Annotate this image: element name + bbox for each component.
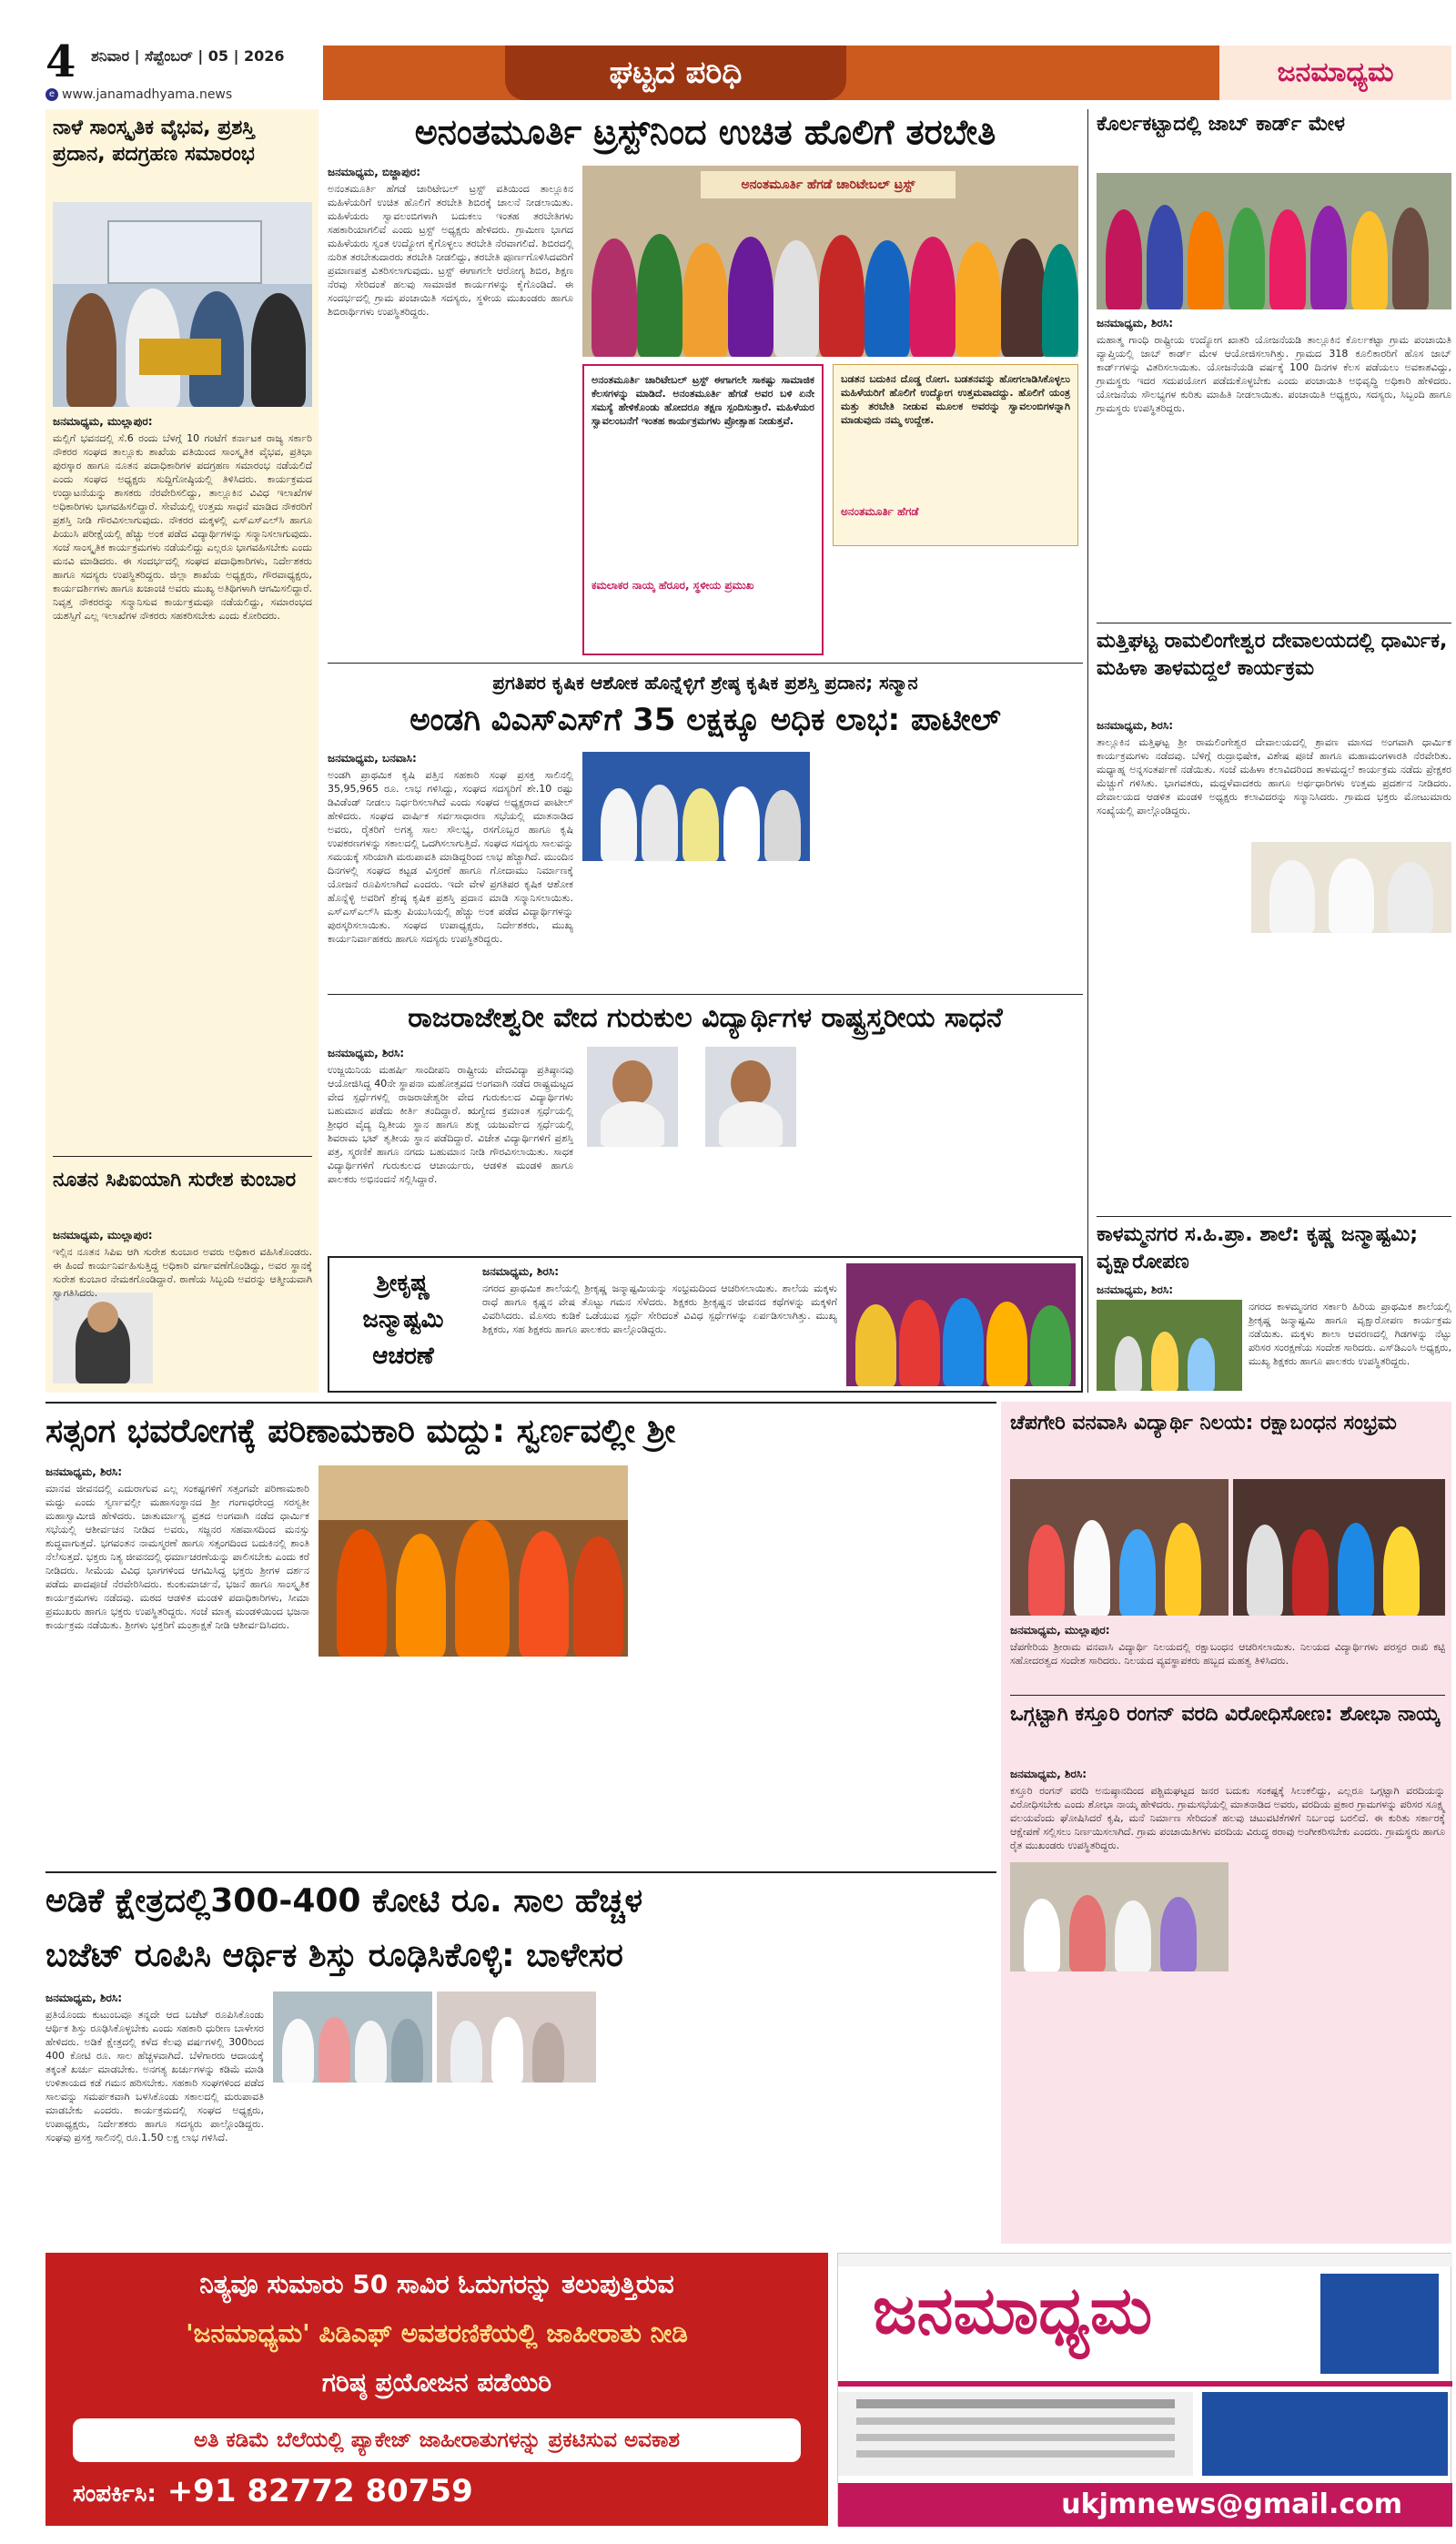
story-budget-photo1 [273,1992,432,2083]
story-school-headline: ಕಾಳಮ್ಮನಗರ ಸ.ಹಿ.ಪ್ರಾ. ಶಾಲೆ: ಕೃಷ್ಣ ಜನ್ಮಾಷ್ಟಮಿ; ವೃಕ್ಷಾರೋಪಣ [1097,1223,1419,1273]
story-jobcard-body: ಮಹಾತ್ಮ ಗಾಂಧಿ ರಾಷ್ಟ್ರೀಯ ಉದ್ಯೋಗ ಖಾತರಿ ಯೋಜನೆಯಡಿ ತಾಲ್ಲೂಕಿನ ಕೊರ್ಲಕಟ್ಟಾ ಗ್ರಾಮ ಪಂಚಾಯಿತಿ ವ್ಯಾಪ್ತಿಯಲ್ಲಿ ಜಾಬ್ ಕಾರ್ಡ್ ಮೇಳ ಆಯೋಜಿಸಲಾಗಿತ್ತು. ಗ್ರಾಮದ 318 ಕೂಲಿಕಾರರಿಗೆ ಹೊಸ ಜಾಬ್ ಕಾರ್ಡ್‌ಗಳನ್ನು ವಿತರಿಸಲಾಯಿತು. ಯೋಜನೆಯಡಿ ವರ್ಷಕ್ಕೆ 100 ದಿನಗಳ ಕೆಲಸ ಪಡೆಯಲು ಅವಕಾಶವಿದ್ದು, ಗ್ರಾಮಸ್ಥರು ಇದರ ಸದುಪಯೋಗ ಪಡೆದುಕೊಳ್ಳಬೇಕು ಎಂದು ಪಂಚಾಯಿತಿ ಅಭಿವೃದ್ಧಿ ಅಧಿಕಾರಿ ಹೇಳಿದರು. ಯೋಜನೆಯ ಸೌಲಭ್ಯಗಳ ಕುರಿತು ಮಾಹಿತಿ ನೀಡಲಾಯಿತು. ಪಂಚಾಯಿತಿ ಅಧ್ಯಕ್ಷರು, ಸದಸ್ಯರು, ಸಿಬ್ಬಂದಿ ಹಾಗೂ ಗ್ರಾಮಸ್ಥರು ಉಪಸ್ಥಿತರಿದ್ದರು. [1097,334,1451,414]
ad-contact [73,2473,473,2509]
website-url: www.janamadhyama.news [62,87,233,102]
section-title: ಘಟ್ಟದ ಪರಿಧಿ [505,46,846,100]
story-trust-quote1-author: ಕಮಲಾಕರ ನಾಯ್ಕ ಹೆರೂರ, ಸ್ಥಳೀಯ ಪ್ರಮುಖ [592,579,754,592]
page-number: 4 [46,36,76,87]
story-trust-body: ಅನಂತಮೂರ್ತಿ ಹೆಗಡೆ ಚಾರಿಟೇಬಲ್ ಟ್ರಸ್ಟ್ ವತಿಯಿಂದ ತಾಲ್ಲೂಕಿನ ಮಹಿಳೆಯರಿಗೆ ಉಚಿತ ಹೊಲಿಗೆ ತರಬೇತಿ ಶಿಬಿರಕ್ಕೆ ಚಾಲನೆ ನೀಡಲಾಯಿತು. ಮಹಿಳೆಯರು ಸ್ವಾವಲಂಬಿಗಳಾಗಿ ಬದುಕಲು ಇಂತಹ ತರಬೇತಿಗಳು ಸಹಕಾರಿಯಾಗಲಿವೆ ಎಂದು ಟ್ರಸ್ಟ್ ಅಧ್ಯಕ್ಷರು ಹೇಳಿದರು. ಗ್ರಾಮೀಣ ಭಾಗದ ಮಹಿಳೆಯರು ಸ್ವಂತ ಉದ್ಯೋಗ ಕೈಗೊಳ್ಳಲು ತರಬೇತಿ ನೆರವಾಗಲಿದೆ. ಶಿಬಿರದಲ್ಲಿ ನುರಿತ ತರಬೇತುದಾರರು ತರಬೇತಿ ನೀಡಲಿದ್ದು, ತರಬೇತಿ ಪೂರ್ಣಗೊಳಿಸಿದವರಿಗೆ ಪ್ರಮಾಣಪತ್ರ ವಿತರಿಸಲಾಗುವುದು. ಟ್ರಸ್ಟ್ ಈಗಾಗಲೇ ಆರೋಗ್ಯ ಶಿಬಿರ, ಶಿಕ್ಷಣ ನೆರವು ಸೇರಿದಂತೆ ಹಲವು ಸಾಮಾಜಿಕ ಕಾರ್ಯಗಳನ್ನು ಕೈಗೊಂಡಿದೆ. ಈ ಸಂದರ್ಭದಲ್ಲಿ ಗ್ರಾಮ ಪಂಚಾಯಿತಿ ಸದಸ್ಯರು, ಸ್ಥಳೀಯ ಮುಖಂಡರು ಹಾಗೂ ಶಿಬಿರಾರ್ಥಿಗಳು ಉಪಸ್ಥಿತರಿದ್ದರು. [328,183,573,318]
story-janmashtami-photo [846,1263,1076,1386]
veda-top-rule [328,994,1083,995]
veda-student2-photo [705,1047,796,1147]
story-trust-headline: ಅನಂತಮೂರ್ತಿ ಟ್ರಸ್ಟ್‌ನಿಂದ ಉಚಿತ ಹೊಲಿಗೆ ತರಬೇತಿ [414,112,996,152]
story-hostel-photo2 [1233,1479,1445,1616]
story-veda-headline: ರಾಜರಾಜೇಶ್ವರೀ ವೇದ ಗುರುಕುಲ ವಿದ್ಯಾರ್ಥಿಗಳ ರಾಷ್ಟ್ರಸ್ತರೀಯ ಸಾಧನೆ [408,1002,1003,1034]
advertisement-banner [46,2253,828,2526]
paper-logo: ಜನಮಾಧ್ಯಮ [873,2272,1153,2348]
newspaper-promo [837,2253,1451,2526]
story-swarnavalli-headline: ಸತ್ಸಂಗ ಭವರೋಗಕ್ಕೆ ಪರಿಣಾಮಕಾರಿ ಮದ್ದು: ಸ್ವರ್ಣವಲ್ಲೀ ಶ್ರೀ [46,1413,676,1450]
ad-line-2: 'ಜನಮಾಧ್ಯಮ' ಪಿಡಿಎಫ್ ಅವತರಣಿಕೆಯಲ್ಲಿ ಜಾಹೀರಾತು ನೀಡಿ [186,2318,688,2348]
story-veda-byline: ಜನಮಾಧ್ಯಮ, ಶಿರಸಿ: [328,1047,405,1059]
story-coop-headline: ಅಂಡಗಿ ವಿಎಸ್‌ಎಸ್‌ಗೆ 35 ಲಕ್ಷಕ್ಕೂ ಅಧಿಕ ಲಾಭ: ಪಾಟೀಲ್ [410,702,1001,738]
story-left2-photo [53,1292,153,1383]
story-trust-quote1: ಅನಂತಮೂರ್ತಿ ಚಾರಿಟೇಬಲ್ ಟ್ರಸ್ಟ್ ಈಗಾಗಲೇ ಸಾಕಷ್ಟು ಸಾಮಾಜಿಕ ಕೆಲಸಗಳನ್ನು ಮಾಡಿದೆ. ಅನಂತಮೂರ್ತಿ ಹೆಗಡೆ ಅವರ ಬಳಿ ಏನೇ ಸಮಸ್ಯೆ ಹೇಳಿಕೊಂಡು ಹೋದರೂ ತಕ್ಷಣ ಸ್ಪಂದಿಸುತ್ತಾರೆ. ಮಹಿಳೆಯರ ಸ್ವಾವಲಂಬನೆಗೆ ಇಂತಹ ಕಾರ್ಯಕ್ರಮಗಳು ಪ್ರೋತ್ಸಾಹ ನೀಡುತ್ತವೆ. [592,374,814,427]
story-left1-headline: ನಾಳೆ ಸಾಂಸ್ಕೃತಿಕ ವೈಭವ, ಪ್ರಶಸ್ತಿ ಪ್ರದಾನ, ಪದಗ್ರಹಣ ಸಮಾರಂಭ [53,117,255,166]
story-left1-byline: ಜನಮಾಧ್ಯಮ, ಮುಲ್ಲಾಪುರ: [53,415,153,428]
story-temple-byline: ಜನಮಾಧ್ಯಮ, ಶಿರಸಿ: [1097,719,1174,732]
story-left1-body: ಮಲ್ಲಿಗೆ ಭವನದಲ್ಲಿ ಸೆ.6 ರಂದು ಬೆಳಗ್ಗೆ 10 ಗಂಟೆಗೆ ಕರ್ನಾಟಕ ರಾಜ್ಯ ಸರ್ಕಾರಿ ನೌಕರರ ಸಂಘದ ತಾಲ್ಲೂಕು ಶಾಖೆಯ ವತಿಯಿಂದ ಸಾಂಸ್ಕೃತಿಕ ವೈಭವ, ಪ್ರತಿಭಾ ಪುರಸ್ಕಾರ ಹಾಗೂ ನೂತನ ಪದಾಧಿಕಾರಿಗಳ ಪದಗ್ರಹಣ ಸಮಾರಂಭ ನಡೆಯಲಿದೆ ಎಂದು ಸಂಘದ ಅಧ್ಯಕ್ಷರು ಸುದ್ದಿಗೋಷ್ಠಿಯಲ್ಲಿ ತಿಳಿಸಿದರು. ಕಾರ್ಯಕ್ರಮದ ಉದ್ಘಾಟನೆಯನ್ನು ಶಾಸಕರು ನೆರವೇರಿಸಲಿದ್ದು, ತಾಲ್ಲೂಕಿನ ವಿವಿಧ ಇಲಾಖೆಗಳ ಅಧಿಕಾರಿಗಳು ಭಾಗವಹಿಸಲಿದ್ದಾರೆ. ಸೇವೆಯಲ್ಲಿ ಉತ್ತಮ ಸಾಧನೆ ಮಾಡಿದ ನೌಕರರಿಗೆ ಪ್ರಶಸ್ತಿ ನೀಡಿ ಗೌರವಿಸಲಾಗುವುದು. ನೌಕರರ ಮಕ್ಕಳಲ್ಲಿ ಎಸ್ಎಸ್ಎಲ್‌ಸಿ ಹಾಗೂ ಪಿಯುಸಿ ಪರೀಕ್ಷೆಯಲ್ಲಿ ಹೆಚ್ಚು ಅಂಕ ಪಡೆದ ವಿದ್ಯಾರ್ಥಿಗಳನ್ನು ಸನ್ಮಾನಿಸಲಾಗುವುದು. ಸಂಜೆ ಸಾಂಸ್ಕೃತಿಕ ಕಾರ್ಯಕ್ರಮಗಳು ನಡೆಯಲಿದ್ದು ಎಲ್ಲರೂ ಭಾಗವಹಿಸಬೇಕು ಎಂದು ಮನವಿ ಮಾಡಿದರು. ಈ ಸಂದರ್ಭದಲ್ಲಿ ಸಂಘದ ಪದಾಧಿಕಾರಿಗಳು, ನಿರ್ದೇಶಕರು ಹಾಗೂ ಸದಸ್ಯರು ಉಪಸ್ಥಿತರಿದ್ದರು. ಜಿಲ್ಲಾ ಶಾಖೆಯ ಅಧ್ಯಕ್ಷರು, ಗೌರವಾಧ್ಯಕ್ಷರು, ಕಾರ್ಯದರ್ಶಿಗಳು ಹಾಗೂ ಖಜಾಂಚಿ ಅವರು ಮುಖ್ಯ ಅತಿಥಿಗಳಾಗಿ ಆಗಮಿಸಲಿದ್ದಾರೆ. ನಿವೃತ್ತ ನೌಕರರನ್ನು ಸನ್ಮಾನಿಸುವ ಕಾರ್ಯಕ್ರಮವೂ ನಡೆಯಲಿದ್ದು, ಸಮಾರಂಭದ ಯಶಸ್ಸಿಗೆ ಎಲ್ಲ ಇಲಾಖೆಗಳ ನೌಕರರು ಸಹಕರಿಸಬೇಕು ಎಂದು ಕೋರಿದರು. [53,432,313,622]
story-swarnavalli-photo [318,1465,628,1657]
story-left2-body-wrap [158,1292,312,1383]
story-janmashtami-body: ನಗರದ ಪ್ರಾಥಮಿಕ ಶಾಲೆಯಲ್ಲಿ ಶ್ರೀಕೃಷ್ಣ ಜನ್ಮಾಷ್ಟಮಿಯನ್ನು ಸಂಭ್ರಮದಿಂದ ಆಚರಿಸಲಾಯಿತು. ಶಾಲೆಯ ಮಕ್ಕಳು ರಾಧೆ ಹಾಗೂ ಕೃಷ್ಣನ ವೇಷ ತೊಟ್ಟು ಗಮನ ಸೆಳೆದರು. ಶಿಕ್ಷಕರು ಶ್ರೀಕೃಷ್ಣನ ಜೀವನದ ಕಥೆಗಳನ್ನು ಮಕ್ಕಳಿಗೆ ವಿವರಿಸಿದರು. ಮೊಸರು ಕುಡಿಕೆ ಒಡೆಯುವ ಸ್ಪರ್ಧೆ ಸೇರಿದಂತೆ ವಿವಿಧ ಸ್ಪರ್ಧೆಗಳನ್ನು ಏರ್ಪಡಿಸಲಾಗಿತ್ತು. ಮುಖ್ಯ ಶಿಕ್ಷಕರು, ಸಹ ಶಿಕ್ಷಕರು ಹಾಗೂ ಪಾಲಕರು ಪಾಲ್ಗೊಂಡಿದ್ದರು. [482,1282,837,1335]
masthead [0,0,1456,102]
trust-photo-banner: ಅನಂತಮೂರ್ತಿ ಹೆಗಡೆ ಚಾರಿಟೇಬಲ್ ಟ್ರಸ್ಟ್ [701,171,956,198]
story-kasturi-photo [1010,1862,1228,1971]
coop-top-rule [328,663,1083,664]
veda-student1-photo [587,1047,678,1147]
story-coop-body-right [819,752,1078,987]
contact-email[interactable]: ukjmnews@gmail.com [838,2483,1452,2527]
story-kasturi-body-wrap [1236,1862,1445,1971]
ad-line-3: ಗರಿಷ್ಠ ಪ್ರಯೋಜನ ಪಡೆಯಿರಿ [321,2367,552,2397]
story-swarnavalli-body: ಮಾನವ ಜೀವನದಲ್ಲಿ ಎದುರಾಗುವ ಎಲ್ಲ ಸಂಕಷ್ಟಗಳಿಗೆ ಸತ್ಸಂಗವೇ ಪರಿಣಾಮಕಾರಿ ಮದ್ದು ಎಂದು ಸ್ವರ್ಣವಲ್ಲೀ ಮಹಾಸಂಸ್ಥಾನದ ಶ್ರೀ ಗಂಗಾಧರೇಂದ್ರ ಸರಸ್ವತೀ ಮಹಾಸ್ವಾಮೀಜಿ ಹೇಳಿದರು. ಚಾತುರ್ಮಾಸ್ಯ ವ್ರತದ ಅಂಗವಾಗಿ ನಡೆದ ಧಾರ್ಮಿಕ ಸಭೆಯಲ್ಲಿ ಆಶೀರ್ವಚನ ನೀಡಿದ ಅವರು, ಸಜ್ಜನರ ಸಹವಾಸದಿಂದ ಮನಸ್ಸು ಶುದ್ಧವಾಗುತ್ತದೆ. ಭಗವಂತನ ನಾಮಸ್ಮರಣೆ ಹಾಗೂ ಸತ್ಸಂಗದಿಂದ ಬದುಕಿನಲ್ಲಿ ಶಾಂತಿ ನೆಲೆಸುತ್ತದೆ. ಭಕ್ತರು ನಿತ್ಯ ಜೀವನದಲ್ಲಿ ಧರ್ಮಾಚರಣೆಯನ್ನು ಪಾಲಿಸಬೇಕು ಎಂದು ಕರೆ ನೀಡಿದರು. ಸೀಮೆಯ ವಿವಿಧ ಭಾಗಗಳಿಂದ ಆಗಮಿಸಿದ್ದ ಭಕ್ತರು ಶ್ರೀಗಳ ದರ್ಶನ ಪಡೆದು ಪಾದಪೂಜೆ ನೆರವೇರಿಸಿದರು. ಕುಂಕುಮಾರ್ಚನೆ, ಭಜನೆ ಹಾಗೂ ಸಾಂಸ್ಕೃತಿಕ ಕಾರ್ಯಕ್ರಮಗಳು ನಡೆದವು. ಮಠದ ಆಡಳಿತ ಮಂಡಳಿ ಪದಾಧಿಕಾರಿಗಳು, ಸೀಮಾ ಪ್ರಮುಖರು ಹಾಗೂ ಭಕ್ತರು ಉಪಸ್ಥಿತರಿದ್ದರು. ಸಂಜೆ ಮಾತೃ ಮಂಡಳಿಯಿಂದ ಭಜನಾ ಕಾರ್ಯಕ್ರಮ ನಡೆಯಿತು. ಶ್ರೀಗಳು ಭಕ್ತರಿಗೆ ಮಂತ್ರಾಕ್ಷತೆ ನೀಡಿ ಆಶೀರ್ವದಿಸಿದರು. [46,1483,309,1631]
story-left2-byline: ಜನಮಾಧ್ಯಮ, ಮುಲ್ಲಾಪುರ: [53,1229,153,1242]
story-coop-body: ಅಂಡಗಿ ಪ್ರಾಥಮಿಕ ಕೃಷಿ ಪತ್ತಿನ ಸಹಕಾರಿ ಸಂಘ ಪ್ರಸಕ್ತ ಸಾಲಿನಲ್ಲಿ 35,95,965 ರೂ. ಲಾಭ ಗಳಿಸಿದ್ದು, ಸಂಘದ ಸದಸ್ಯರಿಗೆ ಶೇ.10 ರಷ್ಟು ಡಿವಿಡೆಂಡ್ ನೀಡಲು ನಿರ್ಧರಿಸಲಾಗಿದೆ ಎಂದು ಸಂಘದ ಅಧ್ಯಕ್ಷರಾದ ಪಾಟೀಲ್ ಹೇಳಿದರು. ಸಂಘದ ವಾರ್ಷಿಕ ಸರ್ವಸಾಧಾರಣ ಸಭೆಯಲ್ಲಿ ಮಾತನಾಡಿದ ಅವರು, ರೈತರಿಗೆ ಅಗತ್ಯ ಸಾಲ ಸೌಲಭ್ಯ, ರಸಗೊಬ್ಬರ ಹಾಗೂ ಕೃಷಿ ಉಪಕರಣಗಳನ್ನು ಸಕಾಲದಲ್ಲಿ ಒದಗಿಸಲಾಗುತ್ತಿದೆ. ಸಂಘದ ಸದಸ್ಯರು ಸಾಲವನ್ನು ಸಮಯಕ್ಕೆ ಸರಿಯಾಗಿ ಮರುಪಾವತಿ ಮಾಡಿದ್ದರಿಂದ ಲಾಭ ಹೆಚ್ಚಾಗಿದೆ. ಮುಂದಿನ ದಿನಗಳಲ್ಲಿ ಸಂಘದ ಕಟ್ಟಡ ವಿಸ್ತರಣೆ ಹಾಗೂ ಗೋದಾಮು ನಿರ್ಮಾಣಕ್ಕೆ ಯೋಜನೆ ರೂಪಿಸಲಾಗಿದೆ ಎಂದರು. ಇದೇ ವೇಳೆ ಪ್ರಗತಿಪರ ಕೃಷಿಕ ಆಶೋಕ ಹೊನ್ನೆಳ್ಳಿ ಅವರಿಗೆ ಶ್ರೇಷ್ಠ ಕೃಷಿಕ ಪ್ರಶಸ್ತಿ ಪ್ರದಾನ ಮಾಡಿ ಸನ್ಮಾನಿಸಲಾಯಿತು. ಎಸ್ಎಸ್ಎಲ್‌ಸಿ ಮತ್ತು ಪಿಯುಸಿಯಲ್ಲಿ ಹೆಚ್ಚು ಅಂಕ ಪಡೆದ ವಿದ್ಯಾರ್ಥಿಗಳನ್ನು ಪುರಸ್ಕರಿಸಲಾಯಿತು. ಸಂಘದ ಉಪಾಧ್ಯಕ್ಷರು, ನಿರ್ದೇಶಕರು, ಮುಖ್ಯ ಕಾರ್ಯನಿರ್ವಾಹಕರು ಹಾಗೂ ಸದಸ್ಯರು ಉಪಸ್ಥಿತರಿದ್ದರು. [328,769,573,945]
left-divider [53,1156,312,1157]
right-column-rule [1087,109,1088,1393]
story-left2-body: ಇಲ್ಲಿನ ನೂತನ ಸಿಪಿಐ ಆಗಿ ಸುರೇಶ ಕುಂಬಾರ ಅವರು ಅಧಿಕಾರ ವಹಿಸಿಕೊಂಡರು. ಈ ಹಿಂದೆ ಕಾರ್ಯನಿರ್ವಹಿಸುತ್ತಿದ್ದ ಅಧಿಕಾರಿ ವರ್ಗಾವಣೆಗೊಂಡಿದ್ದು, ಅವರ ಸ್ಥಾನಕ್ಕೆ ಸುರೇಶ ಕುಂಬಾರ ನೇಮಕಗೊಂಡಿದ್ದಾರೆ. ಠಾಣೆಯ ಸಿಬ್ಬಂದಿ ಅವರನ್ನು ಆತ್ಮೀಯವಾಗಿ ಸ್ವಾಗತಿಸಿದರು. [53,1246,312,1299]
story-kasturi-byline: ಜನಮಾಧ್ಯಮ, ಶಿರಸಿ: [1010,1768,1087,1780]
story-swarnavalli-byline: ಜನಮಾಧ್ಯಮ, ಶಿರಸಿ: [46,1465,123,1478]
story-swarnavalli-body-right [637,1465,996,1864]
story-left2-headline: ನೂತನ ಸಿಪಿಐಯಾಗಿ ಸುರೇಶ ಕುಂಬಾರ [53,1169,297,1191]
story-budget-photo2 [437,1992,596,2083]
story-kasturi-headline: ಒಗ್ಗಟ್ಟಾಗಿ ಕಸ್ತೂರಿ ರಂಗನ್ ವರದಿ ವಿರೋಧಿಸೋಣ: ಶೋಭಾ ನಾಯ್ಕ [1010,1703,1440,1726]
story-temple-body-cont [1097,938,1451,1211]
ad-contact-label: ಸಂಪರ್ಕಿಸಿ: [73,2480,157,2508]
swarnavalli-top-rule [46,1402,996,1404]
ad-line-1: ನಿತ್ಯವೂ ಸುಮಾರು 50 ಸಾವಿರ ಓದುಗರನ್ನು ತಲುಪುತ್ತಿರುವ [199,2269,674,2299]
story-budget-headline2: ಬಜೆಟ್ ರೂಪಿಸಿ ಆರ್ಥಿಕ ಶಿಸ್ತು ರೂಢಿಸಿಕೊಳ್ಳಿ: ಬಾಳೇಸರ [46,1937,623,1974]
story-school-body: ನಗರದ ಕಾಳಮ್ಮನಗರ ಸರ್ಕಾರಿ ಹಿರಿಯ ಪ್ರಾಥಮಿಕ ಶಾಲೆಯಲ್ಲಿ ಶ್ರೀಕೃಷ್ಣ ಜನ್ಮಾಷ್ಟಮಿ ಹಾಗೂ ವೃಕ್ಷಾರೋಪಣ ಕಾರ್ಯಕ್ರಮ ನಡೆಯಿತು. ಮಕ್ಕಳು ಶಾಲಾ ಆವರಣದಲ್ಲಿ ಗಿಡಗಳನ್ನು ನೆಟ್ಟು ಪರಿಸರ ಸಂರಕ್ಷಣೆಯ ಸಂದೇಶ ಸಾರಿದರು. ಎಸ್‌ಡಿಎಂಸಿ ಅಧ್ಯಕ್ಷರು, ಮುಖ್ಯ ಶಿಕ್ಷಕರು ಹಾಗೂ ಪಾಲಕರು ಉಪಸ್ಥಿತರಿದ್ದರು. [1249,1301,1451,1367]
story-coop-body-mid [582,867,810,987]
story-trust-byline: ಜನಮಾಧ್ಯಮ, ಬಿಜ್ಜಾಪುರ: [328,166,421,178]
story-jobcard-photo [1097,173,1451,309]
story-budget-body-right [605,1992,996,2245]
story-temple-headline: ಮತ್ತಿಘಟ್ಟ ರಾಮಲಿಂಗೇಶ್ವರ ದೇವಾಲಯದಲ್ಲಿ ಧಾರ್ಮಿಕ, ಮಹಿಳಾ ತಾಳಮದ್ದಲೆ ಕಾರ್ಯಕ್ರಮ [1097,630,1448,680]
story-coop-byline: ಜನಮಾಧ್ಯಮ, ಬನವಾಸಿ: [328,752,417,765]
story-hostel-photo1 [1010,1479,1228,1616]
issue-date: ಶನಿವಾರ | ಸೆಪ್ಟೆಂಬರ್ | 05 | 2026 [91,47,285,65]
budget-top-rule [46,1871,996,1873]
story-trust-quote2-box [833,364,1078,546]
story-jobcard-byline: ಜನಮಾಧ್ಯಮ, ಶಿರಸಿ: [1097,317,1174,329]
story-budget-byline: ಜನಮಾಧ್ಯಮ, ಶಿರಸಿ: [46,1992,123,2004]
story-veda-body-mid [582,1154,810,1245]
story-coop-photo [582,752,810,861]
story-hostel-byline: ಜನಮಾಧ್ಯಮ, ಮುಲ್ಲಾಪುರ: [1010,1624,1110,1637]
story-kasturi-body-cont [1010,1977,1445,2236]
web-globe-icon: e [46,88,58,101]
ad-phone-number[interactable]: +91 82772 80759 [167,2473,473,2509]
story-temple-body-wrap [1097,842,1244,933]
story-temple-body: ತಾಲ್ಲೂಕಿನ ಮತ್ತಿಘಟ್ಟ ಶ್ರೀ ರಾಮಲಿಂಗೇಶ್ವರ ದೇವಾಲಯದಲ್ಲಿ ಶ್ರಾವಣ ಮಾಸದ ಅಂಗವಾಗಿ ಧಾರ್ಮಿಕ ಕಾರ್ಯಕ್ರಮಗಳು ನಡೆದವು. ಬೆಳಿಗ್ಗೆ ರುದ್ರಾಭಿಷೇಕ, ವಿಶೇಷ ಪೂಜೆ ಹಾಗೂ ಮಹಾಮಂಗಳಾರತಿ ನೆರವೇರಿತು. ಮಧ್ಯಾಹ್ನ ಅನ್ನಸಂತರ್ಪಣೆ ನಡೆಯಿತು. ಸಂಜೆ ಮಹಿಳಾ ಕಲಾವಿದರಿಂದ ತಾಳಮದ್ದಲೆ ಕಾರ್ಯಕ್ರಮ ನಡೆದು ಪ್ರೇಕ್ಷಕರ ಮೆಚ್ಚುಗೆ ಗಳಿಸಿತು. ಭಾಗವತರು, ಮದ್ದಳೆವಾದಕರು ಹಾಗೂ ಅರ್ಥಧಾರಿಗಳು ಉತ್ತಮ ಪ್ರದರ್ಶನ ನೀಡಿದರು. ದೇವಾಲಯದ ಆಡಳಿತ ಮಂಡಳಿ ಅಧ್ಯಕ್ಷರು ಕಲಾವಿದರನ್ನು ಸನ್ಮಾನಿಸಿದರು. ಗ್ರಾಮದ ಭಕ್ತರು ಮೋಟುಮಾರು ಸಂಖ್ಯೆಯಲ್ಲಿ ಪಾಲ್ಗೊಂಡಿದ್ದರು. [1097,736,1451,816]
story-school-photo [1097,1300,1242,1391]
story-budget-headline1: ಅಡಿಕೆ ಕ್ಷೇತ್ರದಲ್ಲಿ300-400 ಕೋಟಿ ರೂ. ಸಾಲ ಹೆಚ್ಚಳ [46,1882,643,1920]
story-veda-body: ಉಜ್ಜಯಿನಿಯ ಮಹರ್ಷಿ ಸಾಂದೀಪನಿ ರಾಷ್ಟ್ರೀಯ ವೇದವಿದ್ಯಾ ಪ್ರತಿಷ್ಠಾನವು ಆಯೋಜಿಸಿದ್ದ 40ನೇ ಸ್ಥಾಪನಾ ಮಹೋತ್ಸವದ ಅಂಗವಾಗಿ ನಡೆದ ರಾಷ್ಟ್ರಮಟ್ಟದ ವೇದ ಸ್ಪರ್ಧೆಗಳಲ್ಲಿ ರಾಜರಾಜೇಶ್ವರೀ ವೇದ ಗುರುಕುಲದ ವಿದ್ಯಾರ್ಥಿಗಳು ಬಹುಮಾನ ಪಡೆದು ಕೀರ್ತಿ ತಂದಿದ್ದಾರೆ. ಋಗ್ವೇದ ಕ್ರಮಾಂತ ಸ್ಪರ್ಧೆಯಲ್ಲಿ ಶ್ರೀಧರ ವೈದ್ಯ ದ್ವಿತೀಯ ಸ್ಥಾನ ಹಾಗೂ ಶುಕ್ಲ ಯಜುರ್ವೇದ ಸ್ಪರ್ಧೆಯಲ್ಲಿ ಶಿವರಾಮ ಭಟ್ ತೃತೀಯ ಸ್ಥಾನ ಪಡೆದಿದ್ದಾರೆ. ವಿಜೇತ ವಿದ್ಯಾರ್ಥಿಗಳಿಗೆ ಪ್ರಶಸ್ತಿ ಪತ್ರ, ಸ್ಮರಣಿಕೆ ಹಾಗೂ ನಗದು ಬಹುಮಾನ ನೀಡಿ ಗೌರವಿಸಲಾಯಿತು. ಸಾಧಕ ವಿದ್ಯಾರ್ಥಿಗಳಿಗೆ ಗುರುಕುಲದ ಆಚಾರ್ಯರು, ಆಡಳಿತ ಮಂಡಳಿ ಹಾಗೂ ಪಾಲಕರು ಅಭಿನಂದನೆ ಸಲ್ಲಿಸಿದ್ದಾರೆ. [328,1064,573,1185]
story-kasturi-body: ಕಸ್ತೂರಿ ರಂಗನ್ ವರದಿ ಅನುಷ್ಠಾನದಿಂದ ಪಶ್ಚಿಮಘಟ್ಟದ ಜನರ ಬದುಕು ಸಂಕಷ್ಟಕ್ಕೆ ಸಿಲುಕಲಿದ್ದು, ಎಲ್ಲರೂ ಒಗ್ಗಟ್ಟಾಗಿ ವರದಿಯನ್ನು ವಿರೋಧಿಸಬೇಕು ಎಂದು ಶೋಭಾ ನಾಯ್ಕ ಹೇಳಿದರು. ಗ್ರಾಮಸಭೆಯಲ್ಲಿ ಮಾತನಾಡಿದ ಅವರು, ವರದಿಯ ಪ್ರಕಾರ ಗ್ರಾಮಗಳನ್ನು ಪರಿಸರ ಸೂಕ್ಷ್ಮ ವಲಯವೆಂದು ಘೋಷಿಸಿದರೆ ಕೃಷಿ, ಮನೆ ನಿರ್ಮಾಣ ಸೇರಿದಂತೆ ಹಲವು ಚಟುವಟಿಕೆಗಳಿಗೆ ನಿರ್ಬಂಧ ಬರಲಿದೆ. ಈ ಕುರಿತು ಸರ್ಕಾರಕ್ಕೆ ಆಕ್ಷೇಪಣೆ ಸಲ್ಲಿಸಲು ನಿರ್ಣಯಿಸಲಾಗಿದೆ. ಗ್ರಾಮ ಪಂಚಾಯಿತಿಗಳು ವರದಿಯ ವಿರುದ್ಧ ಠರಾವು ಅಂಗೀಕರಿಸಬೇಕು ಎಂದರು. ಗ್ರಾಮಸ್ಥರು ಹಾಗೂ ರೈತ ಮುಖಂಡರು ಉಪಸ್ಥಿತರಿದ್ದರು. [1010,1785,1445,1851]
story-hostel-headline: ಚೆಪಗೇರಿ ವನವಾಸಿ ವಿದ್ಯಾರ್ಥಿ ನಿಲಯ: ರಕ್ಷಾಬಂಧನ ಸಂಭ್ರಮ [1010,1412,1397,1434]
story-temple-photo [1251,842,1451,933]
story-jobcard-headline: ಕೊರ್ಲಕಟ್ಟಾದಲ್ಲಿ ಜಾಬ್ ಕಾರ್ಡ್ ಮೇಳ [1097,113,1345,136]
story-budget-body-mid [273,2090,596,2245]
kasturi-top-rule [1010,1695,1445,1696]
story-trust-body-cont [833,555,1078,655]
story-swarnavalli-body-mid [318,1664,628,1864]
brand-logo: ಜನಮಾಧ್ಯಮ [1219,46,1451,100]
story-coop-kicker: ಪ್ರಗತಿಪರ ಕೃಷಿಕ ಆಶೋಕ ಹೊನ್ನೆಳ್ಳಿಗೆ ಶ್ರೇಷ್ಠ ಕೃಷಿಕ ಪ್ರಶಸ್ತಿ ಪ್ರದಾನ; ಸನ್ಮಾನ [492,672,918,694]
story-trust-photo [582,166,1078,357]
story-janmashtami-byline: ಜನಮಾಧ್ಯಮ, ಶಿರಸಿ: [482,1265,560,1278]
website-link[interactable] [46,87,232,102]
ad-package-line: ಅತಿ ಕಡಿಮೆ ಬೆಲೆಯಲ್ಲಿ ಪ್ಯಾಕೇಜ್ ಜಾಹೀರಾತುಗಳನ್ನು ಪ್ರಕಟಿಸುವ ಅವಕಾಶ [73,2418,801,2462]
story-left1-photo [53,202,312,407]
school-top-rule [1097,1216,1451,1217]
story-trust-quote1-box [582,364,824,655]
story-budget-body: ಪ್ರತಿಯೊಂದು ಕುಟುಂಬವೂ ತನ್ನದೇ ಆದ ಬಜೆಟ್ ರೂಪಿಸಿಕೊಂಡು ಆರ್ಥಿಕ ಶಿಸ್ತು ರೂಢಿಸಿಕೊಳ್ಳಬೇಕು ಎಂದು ಸಹಕಾರಿ ಧುರೀಣ ಬಾಳೇಸರ ಹೇಳಿದರು. ಅಡಿಕೆ ಕ್ಷೇತ್ರದಲ್ಲಿ ಕಳೆದ ಕೆಲವು ವರ್ಷಗಳಲ್ಲಿ 300ರಿಂದ 400 ಕೋಟಿ ರೂ. ಸಾಲ ಹೆಚ್ಚಳವಾಗಿದೆ. ಬೆಳೆಗಾರರು ಆದಾಯಕ್ಕೆ ತಕ್ಕಂತೆ ಖರ್ಚು ಮಾಡಬೇಕು. ಅನಗತ್ಯ ಖರ್ಚುಗಳನ್ನು ಕಡಿಮೆ ಮಾಡಿ ಉಳಿತಾಯದ ಕಡೆ ಗಮನ ಹರಿಸಬೇಕು. ಸಹಕಾರಿ ಸಂಘಗಳಿಂದ ಪಡೆದ ಸಾಲವನ್ನು ಸಮರ್ಪಕವಾಗಿ ಬಳಸಿಕೊಂಡು ಸಕಾಲದಲ್ಲಿ ಮರುಪಾವತಿ ಮಾಡಬೇಕು ಎಂದರು. ಕಾರ್ಯಕ್ರಮದಲ್ಲಿ ಸಂಘದ ಅಧ್ಯಕ್ಷರು, ಉಪಾಧ್ಯಕ್ಷರು, ನಿರ್ದೇಶಕರು ಹಾಗೂ ಸದಸ್ಯರು ಪಾಲ್ಗೊಂಡಿದ್ದರು. ಸಂಘವು ಪ್ರಸಕ್ತ ಸಾಲಿನಲ್ಲಿ ರೂ.1.50 ಲಕ್ಷ ಲಾಭ ಗಳಿಸಿದೆ. [46,2009,264,2144]
story-school-byline: ಜನಮಾಧ್ಯಮ, ಶಿರಸಿ: [1097,1283,1174,1296]
story-trust-quote2: ಬಡತನ ಬದುಕಿನ ದೊಡ್ಡ ರೋಗ. ಬಡತನವನ್ನು ಹೋಗಲಾಡಿಸಿಕೊಳ್ಳಲು ಮಹಿಳೆಯರಿಗೆ ಹೊಲಿಗೆ ಉದ್ಯೋಗ ಉತ್ತಮವಾದದ್ದು. ಹೊಲಿಗೆ ಯಂತ್ರ ಮತ್ತು ತರಬೇತಿ ನೀಡುವ ಮೂಲಕ ಅವರನ್ನು ಸ್ವಾವಲಂಬಿಗಳನ್ನಾಗಿ ಮಾಡುವುದು ನಮ್ಮ ಉದ್ದೇಶ. [841,373,1070,426]
story-trust-quote2-author: ಅನಂತಮೂರ್ತಿ ಹೆಗಡೆ [841,505,919,518]
story-hostel-body: ಚೆಪಗೇರಿಯ ಶ್ರೀರಾಮ ವನವಾಸಿ ವಿದ್ಯಾರ್ಥಿ ನಿಲಯದಲ್ಲಿ ರಕ್ಷಾಬಂಧನ ಆಚರಿಸಲಾಯಿತು. ನಿಲಯದ ವಿದ್ಯಾರ್ಥಿಗಳು ಪರಸ್ಪರ ರಾಖಿ ಕಟ್ಟಿ ಸಹೋದರತ್ವದ ಸಂದೇಶ ಸಾರಿದರು. ನಿಲಯದ ವ್ಯವಸ್ಥಾಪಕರು ಹಬ್ಬದ ಮಹತ್ವ ತಿಳಿಸಿದರು. [1010,1641,1445,1667]
story-veda-body-right [819,1047,1078,1245]
story-janmashtami-headline: ಶ್ರೀಕೃಷ್ಣ ಜನ್ಮಾಷ್ಟಮಿ ಆಚರಣೆ [362,1270,444,1370]
